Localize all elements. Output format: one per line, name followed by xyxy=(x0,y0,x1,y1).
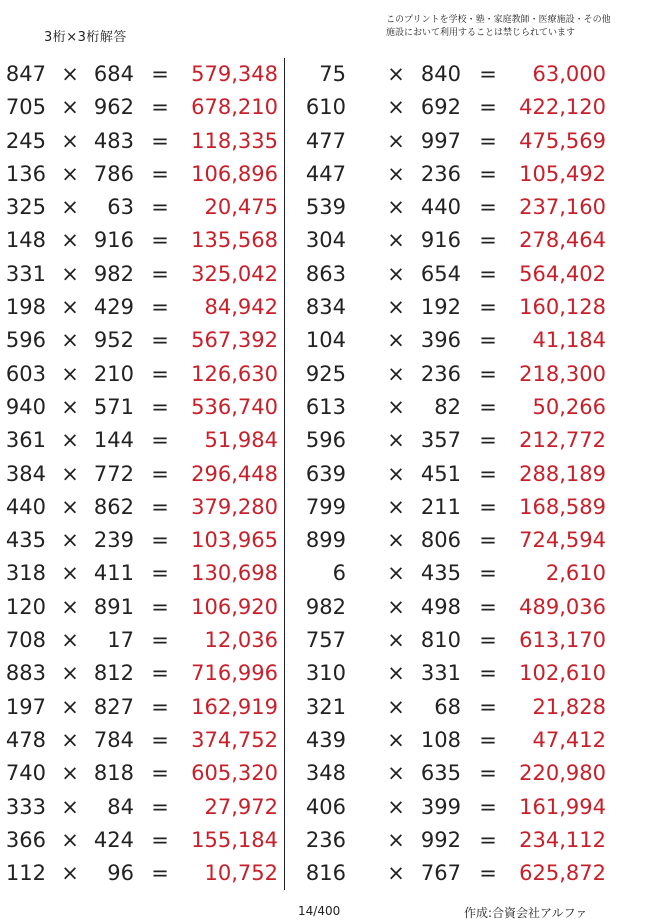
multiply-sign: × xyxy=(61,394,79,419)
multiply-sign: × xyxy=(387,528,405,553)
operand-b: 331 xyxy=(420,661,461,686)
operand-b: 17 xyxy=(107,628,134,653)
multiply-sign: × xyxy=(61,761,79,786)
answer: 27,972 xyxy=(204,794,278,819)
answer: 536,740 xyxy=(191,394,278,419)
operand-b: 827 xyxy=(93,694,134,719)
equals-sign: = xyxy=(151,594,169,619)
column-divider xyxy=(284,58,285,890)
operand-b: 982 xyxy=(93,261,134,286)
operand-a: 435 xyxy=(5,528,46,553)
operand-a: 899 xyxy=(305,528,346,553)
operand-a: 361 xyxy=(5,428,46,453)
operand-b: 82 xyxy=(434,394,461,419)
equals-sign: = xyxy=(151,428,169,453)
multiply-sign: × xyxy=(387,228,405,253)
multiply-sign: × xyxy=(387,195,405,220)
multiply-sign: × xyxy=(387,727,405,752)
answer: 103,965 xyxy=(191,528,278,553)
multiply-sign: × xyxy=(61,594,79,619)
operand-b: 68 xyxy=(434,694,461,719)
operand-b: 812 xyxy=(93,661,134,686)
operand-a: 148 xyxy=(5,228,46,253)
equals-sign: = xyxy=(479,428,497,453)
equals-sign: = xyxy=(479,727,497,752)
operand-a: 6 xyxy=(332,561,346,586)
answer: 288,189 xyxy=(519,461,606,486)
operand-a: 112 xyxy=(5,861,46,886)
operand-b: 498 xyxy=(420,594,461,619)
answer: 296,448 xyxy=(191,461,278,486)
answer: 41,184 xyxy=(532,328,606,353)
equals-sign: = xyxy=(479,195,497,220)
operand-b: 772 xyxy=(93,461,134,486)
operand-a: 406 xyxy=(305,794,346,819)
multiply-sign: × xyxy=(61,694,79,719)
operand-a: 104 xyxy=(305,328,346,353)
operand-a: 982 xyxy=(305,594,346,619)
operand-b: 424 xyxy=(93,827,134,852)
operand-a: 310 xyxy=(305,661,346,686)
multiply-sign: × xyxy=(61,328,79,353)
operand-b: 429 xyxy=(93,295,134,320)
equals-sign: = xyxy=(151,228,169,253)
equals-sign: = xyxy=(151,794,169,819)
equals-sign: = xyxy=(151,827,169,852)
operand-b: 806 xyxy=(420,528,461,553)
answer: 379,280 xyxy=(191,494,278,519)
answer: 724,594 xyxy=(519,528,606,553)
operand-a: 384 xyxy=(5,461,46,486)
multiply-sign: × xyxy=(387,295,405,320)
answer: 374,752 xyxy=(191,727,278,752)
operand-b: 144 xyxy=(93,428,134,453)
answer: 278,464 xyxy=(519,228,606,253)
operand-b: 952 xyxy=(93,328,134,353)
multiply-sign: × xyxy=(387,861,405,886)
operand-a: 120 xyxy=(5,594,46,619)
multiply-sign: × xyxy=(387,128,405,153)
operand-a: 610 xyxy=(305,95,346,120)
answer: 106,920 xyxy=(191,594,278,619)
equals-sign: = xyxy=(479,161,497,186)
operand-b: 862 xyxy=(93,494,134,519)
equals-sign: = xyxy=(151,494,169,519)
equals-sign: = xyxy=(479,261,497,286)
equals-sign: = xyxy=(479,794,497,819)
answer: 567,392 xyxy=(191,328,278,353)
answer: 234,112 xyxy=(519,827,606,852)
multiply-sign: × xyxy=(61,95,79,120)
multiply-sign: × xyxy=(61,561,79,586)
multiply-sign: × xyxy=(387,394,405,419)
answer: 50,266 xyxy=(532,394,606,419)
operand-a: 75 xyxy=(319,62,346,86)
equals-sign: = xyxy=(479,328,497,353)
equals-sign: = xyxy=(479,461,497,486)
multiply-sign: × xyxy=(61,62,79,86)
operand-a: 799 xyxy=(305,494,346,519)
answer: 155,184 xyxy=(191,827,278,852)
operand-a: 603 xyxy=(5,361,46,386)
usage-notice-line-1: このプリントを学校・塾・家庭教師・医療施設・その他 xyxy=(386,15,611,25)
answer: 10,752 xyxy=(204,861,278,886)
equals-sign: = xyxy=(479,295,497,320)
equals-sign: = xyxy=(479,528,497,553)
operand-a: 596 xyxy=(305,428,346,453)
equals-sign: = xyxy=(151,195,169,220)
equals-sign: = xyxy=(479,128,497,153)
multiply-sign: × xyxy=(387,161,405,186)
operand-a: 321 xyxy=(305,694,346,719)
answer: 168,589 xyxy=(519,494,606,519)
answer: 12,036 xyxy=(204,628,278,653)
multiply-sign: × xyxy=(61,261,79,286)
answer: 237,160 xyxy=(519,195,606,220)
operand-a: 304 xyxy=(305,228,346,253)
operand-a: 863 xyxy=(305,261,346,286)
answer: 106,896 xyxy=(191,161,278,186)
operand-a: 439 xyxy=(305,727,346,752)
multiply-sign: × xyxy=(61,195,79,220)
answer: 625,872 xyxy=(519,861,606,886)
answer: 218,300 xyxy=(519,361,606,386)
answer: 564,402 xyxy=(519,261,606,286)
operand-b: 435 xyxy=(420,561,461,586)
multiply-sign: × xyxy=(387,661,405,686)
multiply-sign: × xyxy=(61,428,79,453)
answer: 84,942 xyxy=(204,295,278,320)
operand-b: 483 xyxy=(93,128,134,153)
multiply-sign: × xyxy=(61,361,79,386)
answer: 102,610 xyxy=(519,661,606,686)
operand-b: 684 xyxy=(93,62,134,86)
equals-sign: = xyxy=(151,394,169,419)
answer: 63,000 xyxy=(532,62,606,86)
answer: 220,980 xyxy=(519,761,606,786)
operand-b: 916 xyxy=(93,228,134,253)
equals-sign: = xyxy=(479,228,497,253)
page-title: 3桁×3桁解答 xyxy=(44,30,127,45)
operand-b: 840 xyxy=(420,62,461,86)
equals-sign: = xyxy=(479,561,497,586)
equals-sign: = xyxy=(151,295,169,320)
multiply-sign: × xyxy=(387,261,405,286)
equals-sign: = xyxy=(151,62,169,86)
operand-b: 767 xyxy=(420,861,461,886)
operand-b: 411 xyxy=(93,561,134,586)
multiply-sign: × xyxy=(387,561,405,586)
operand-a: 236 xyxy=(305,827,346,852)
operand-a: 757 xyxy=(305,628,346,653)
answer: 126,630 xyxy=(191,361,278,386)
operand-a: 245 xyxy=(5,128,46,153)
operand-a: 596 xyxy=(5,328,46,353)
operand-a: 331 xyxy=(5,261,46,286)
multiply-sign: × xyxy=(387,428,405,453)
multiply-sign: × xyxy=(61,461,79,486)
equals-sign: = xyxy=(151,328,169,353)
equals-sign: = xyxy=(151,95,169,120)
operand-a: 447 xyxy=(305,161,346,186)
answer: 579,348 xyxy=(191,62,278,86)
operand-a: 136 xyxy=(5,161,46,186)
multiply-sign: × xyxy=(387,628,405,653)
operand-b: 63 xyxy=(107,195,134,220)
operand-b: 818 xyxy=(93,761,134,786)
answer: 161,994 xyxy=(519,794,606,819)
multiply-sign: × xyxy=(387,494,405,519)
multiply-sign: × xyxy=(61,494,79,519)
operand-b: 357 xyxy=(420,428,461,453)
operand-a: 639 xyxy=(305,461,346,486)
operand-a: 198 xyxy=(5,295,46,320)
operand-a: 940 xyxy=(5,394,46,419)
operand-a: 318 xyxy=(5,561,46,586)
page-number: 14/400 xyxy=(298,904,341,918)
operand-b: 786 xyxy=(93,161,134,186)
answer: 130,698 xyxy=(191,561,278,586)
operand-b: 962 xyxy=(93,95,134,120)
multiply-sign: × xyxy=(387,794,405,819)
operand-a: 366 xyxy=(5,827,46,852)
answer: 716,996 xyxy=(191,661,278,686)
answer: 20,475 xyxy=(204,195,278,220)
operand-b: 440 xyxy=(420,195,461,220)
equals-sign: = xyxy=(151,628,169,653)
operand-a: 197 xyxy=(5,694,46,719)
multiply-sign: × xyxy=(61,295,79,320)
operand-a: 847 xyxy=(5,62,46,86)
equals-sign: = xyxy=(151,727,169,752)
equals-sign: = xyxy=(151,161,169,186)
author-credit: 作成:合資会社アルファ xyxy=(464,906,588,920)
answer: 105,492 xyxy=(519,161,606,186)
multiply-sign: × xyxy=(61,861,79,886)
operand-a: 834 xyxy=(305,295,346,320)
multiply-sign: × xyxy=(61,794,79,819)
operand-b: 210 xyxy=(93,361,134,386)
equals-sign: = xyxy=(479,827,497,852)
answer: 325,042 xyxy=(191,261,278,286)
multiply-sign: × xyxy=(387,761,405,786)
operand-b: 236 xyxy=(420,161,461,186)
multiply-sign: × xyxy=(61,661,79,686)
operand-a: 440 xyxy=(5,494,46,519)
operand-b: 692 xyxy=(420,95,461,120)
multiply-sign: × xyxy=(387,361,405,386)
equals-sign: = xyxy=(151,561,169,586)
equals-sign: = xyxy=(479,861,497,886)
equals-sign: = xyxy=(479,394,497,419)
operand-a: 925 xyxy=(305,361,346,386)
operand-b: 396 xyxy=(420,328,461,353)
multiply-sign: × xyxy=(61,161,79,186)
answer: 678,210 xyxy=(191,95,278,120)
usage-notice-line-2: 施設において利用することは禁じられています xyxy=(386,28,576,38)
multiply-sign: × xyxy=(387,694,405,719)
multiply-sign: × xyxy=(387,328,405,353)
operand-b: 635 xyxy=(420,761,461,786)
answer: 605,320 xyxy=(191,761,278,786)
multiply-sign: × xyxy=(61,228,79,253)
operand-b: 236 xyxy=(420,361,461,386)
operand-a: 816 xyxy=(305,861,346,886)
operand-b: 399 xyxy=(420,794,461,819)
operand-b: 96 xyxy=(107,861,134,886)
equals-sign: = xyxy=(479,761,497,786)
operand-b: 992 xyxy=(420,827,461,852)
operand-a: 348 xyxy=(305,761,346,786)
multiply-sign: × xyxy=(61,128,79,153)
equals-sign: = xyxy=(151,761,169,786)
multiply-sign: × xyxy=(61,827,79,852)
answer: 212,772 xyxy=(519,428,606,453)
multiply-sign: × xyxy=(61,727,79,752)
operand-a: 740 xyxy=(5,761,46,786)
operand-b: 571 xyxy=(93,394,134,419)
operand-b: 891 xyxy=(93,594,134,619)
equals-sign: = xyxy=(151,128,169,153)
equals-sign: = xyxy=(479,494,497,519)
operand-a: 883 xyxy=(5,661,46,686)
operand-a: 477 xyxy=(305,128,346,153)
equals-sign: = xyxy=(479,628,497,653)
equals-sign: = xyxy=(151,861,169,886)
equals-sign: = xyxy=(479,694,497,719)
equals-sign: = xyxy=(479,62,497,86)
answer: 613,170 xyxy=(519,628,606,653)
equals-sign: = xyxy=(151,661,169,686)
usage-notice xyxy=(386,14,611,40)
answer: 118,335 xyxy=(191,128,278,153)
equals-sign: = xyxy=(151,461,169,486)
operand-b: 916 xyxy=(420,228,461,253)
operand-b: 239 xyxy=(93,528,134,553)
answer: 162,919 xyxy=(191,694,278,719)
operand-b: 997 xyxy=(420,128,461,153)
operand-b: 108 xyxy=(420,727,461,752)
answer: 489,036 xyxy=(519,594,606,619)
equals-sign: = xyxy=(479,95,497,120)
equals-sign: = xyxy=(151,261,169,286)
answer: 475,569 xyxy=(519,128,606,153)
multiply-sign: × xyxy=(61,528,79,553)
answer: 21,828 xyxy=(532,694,606,719)
operand-a: 708 xyxy=(5,628,46,653)
equals-sign: = xyxy=(151,361,169,386)
multiply-sign: × xyxy=(61,628,79,653)
operand-a: 539 xyxy=(305,195,346,220)
answer: 47,412 xyxy=(532,727,606,752)
answer: 422,120 xyxy=(519,95,606,120)
multiply-sign: × xyxy=(387,461,405,486)
operand-a: 478 xyxy=(5,727,46,752)
operand-a: 613 xyxy=(305,394,346,419)
answer: 160,128 xyxy=(519,295,606,320)
operand-a: 705 xyxy=(5,95,46,120)
multiply-sign: × xyxy=(387,95,405,120)
multiply-sign: × xyxy=(387,594,405,619)
answer: 51,984 xyxy=(204,428,278,453)
operand-b: 84 xyxy=(107,794,134,819)
multiply-sign: × xyxy=(387,62,405,86)
operand-b: 192 xyxy=(420,295,461,320)
operand-b: 654 xyxy=(420,261,461,286)
answer: 2,610 xyxy=(545,561,606,586)
operand-b: 784 xyxy=(93,727,134,752)
operand-b: 211 xyxy=(420,494,461,519)
equals-sign: = xyxy=(479,594,497,619)
equals-sign: = xyxy=(479,361,497,386)
operand-b: 451 xyxy=(420,461,461,486)
multiply-sign: × xyxy=(387,827,405,852)
operand-b: 810 xyxy=(420,628,461,653)
equals-sign: = xyxy=(151,528,169,553)
answer: 135,568 xyxy=(191,228,278,253)
operand-a: 333 xyxy=(5,794,46,819)
equals-sign: = xyxy=(151,694,169,719)
operand-a: 325 xyxy=(5,195,46,220)
equals-sign: = xyxy=(479,661,497,686)
